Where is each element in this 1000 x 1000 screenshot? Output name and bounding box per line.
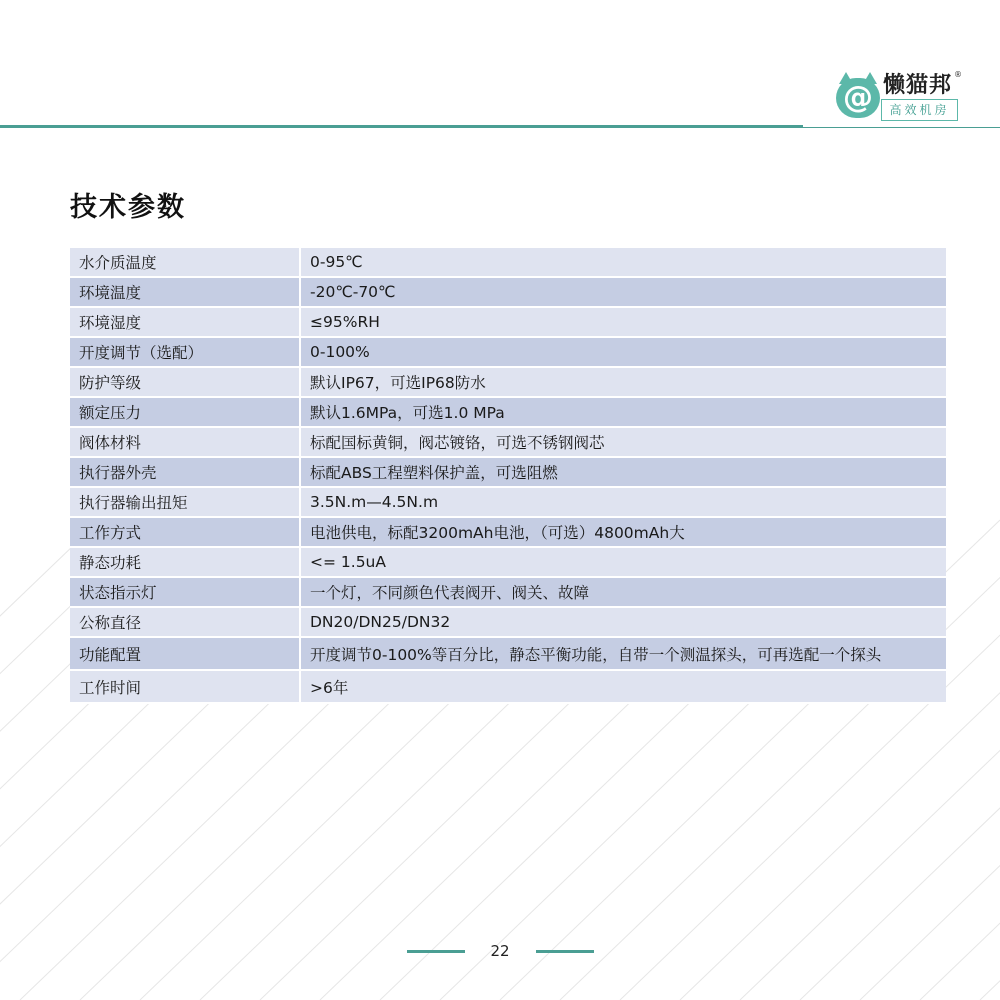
spec-label: 环境湿度 (70, 308, 301, 338)
table-row (70, 308, 946, 338)
spec-label: 执行器输出扭矩 (70, 488, 301, 518)
spec-value: >6年 (301, 671, 946, 704)
brand-logo (836, 72, 966, 124)
table-row (70, 278, 946, 308)
spec-label: 水介质温度 (70, 248, 301, 278)
table-row (70, 578, 946, 608)
spec-value: DN20/DN25/DN32 (301, 608, 946, 638)
spec-value: -20℃-70℃ (301, 278, 946, 308)
table-row (70, 608, 946, 638)
spec-value: 3.5N.m—4.5N.m (301, 488, 946, 518)
table-row (70, 338, 946, 368)
footer-divider-right (536, 950, 594, 953)
spec-value: 默认IP67，可选IP68防水 (301, 368, 946, 398)
spec-value: 电池供电，标配3200mAh电池，（可选）4800mAh大 (301, 518, 946, 548)
spec-label: 工作方式 (70, 518, 301, 548)
table-row (70, 428, 946, 458)
footer-divider-left (407, 950, 465, 953)
table-row (70, 548, 946, 578)
spec-label: 公称直径 (70, 608, 301, 638)
logo-mark-symbol: @ (843, 80, 873, 115)
spec-label: 防护等级 (70, 368, 301, 398)
page-title: 技术参数 (70, 192, 186, 223)
spec-value: 开度调节0-100%等百分比，静态平衡功能，自带一个测温探头，可再选配一个探头 (301, 638, 946, 671)
logo-brand-name: 懒猫邦 (883, 72, 953, 98)
spec-value: 标配国标黄铜，阀芯镀铬，可选不锈钢阀芯 (301, 428, 946, 458)
spec-value: <= 1.5uA (301, 548, 946, 578)
spec-label: 环境温度 (70, 278, 301, 308)
spec-value: 默认1.6MPa，可选1.0 MPa (301, 398, 946, 428)
spec-label: 阀体材料 (70, 428, 301, 458)
table-row (70, 671, 946, 704)
table-row (70, 518, 946, 548)
page-number: 22 (490, 942, 510, 960)
logo-subtitle: 高效机房 (881, 99, 958, 121)
header-divider-thin (803, 127, 1000, 128)
spec-value: ≤95%RH (301, 308, 946, 338)
spec-label: 功能配置 (70, 638, 301, 671)
spec-value: 0-95℃ (301, 248, 946, 278)
table-row (70, 398, 946, 428)
spec-value: 0-100% (301, 338, 946, 368)
registered-mark: ® (954, 70, 962, 79)
header-divider (0, 125, 803, 128)
spec-label: 执行器外壳 (70, 458, 301, 488)
spec-label: 静态功耗 (70, 548, 301, 578)
table-row (70, 458, 946, 488)
cat-at-icon (836, 78, 880, 118)
spec-value: 标配ABS工程塑料保护盖，可选阻燃 (301, 458, 946, 488)
spec-label: 额定压力 (70, 398, 301, 428)
table-row (70, 368, 946, 398)
spec-label: 工作时间 (70, 671, 301, 704)
table-row (70, 488, 946, 518)
spec-label: 开度调节（选配） (70, 338, 301, 368)
spec-value: 一个灯，不同颜色代表阀开、阀关、故障 (301, 578, 946, 608)
table-row (70, 248, 946, 278)
spec-table (70, 248, 946, 704)
table-row (70, 638, 946, 671)
spec-label: 状态指示灯 (70, 578, 301, 608)
